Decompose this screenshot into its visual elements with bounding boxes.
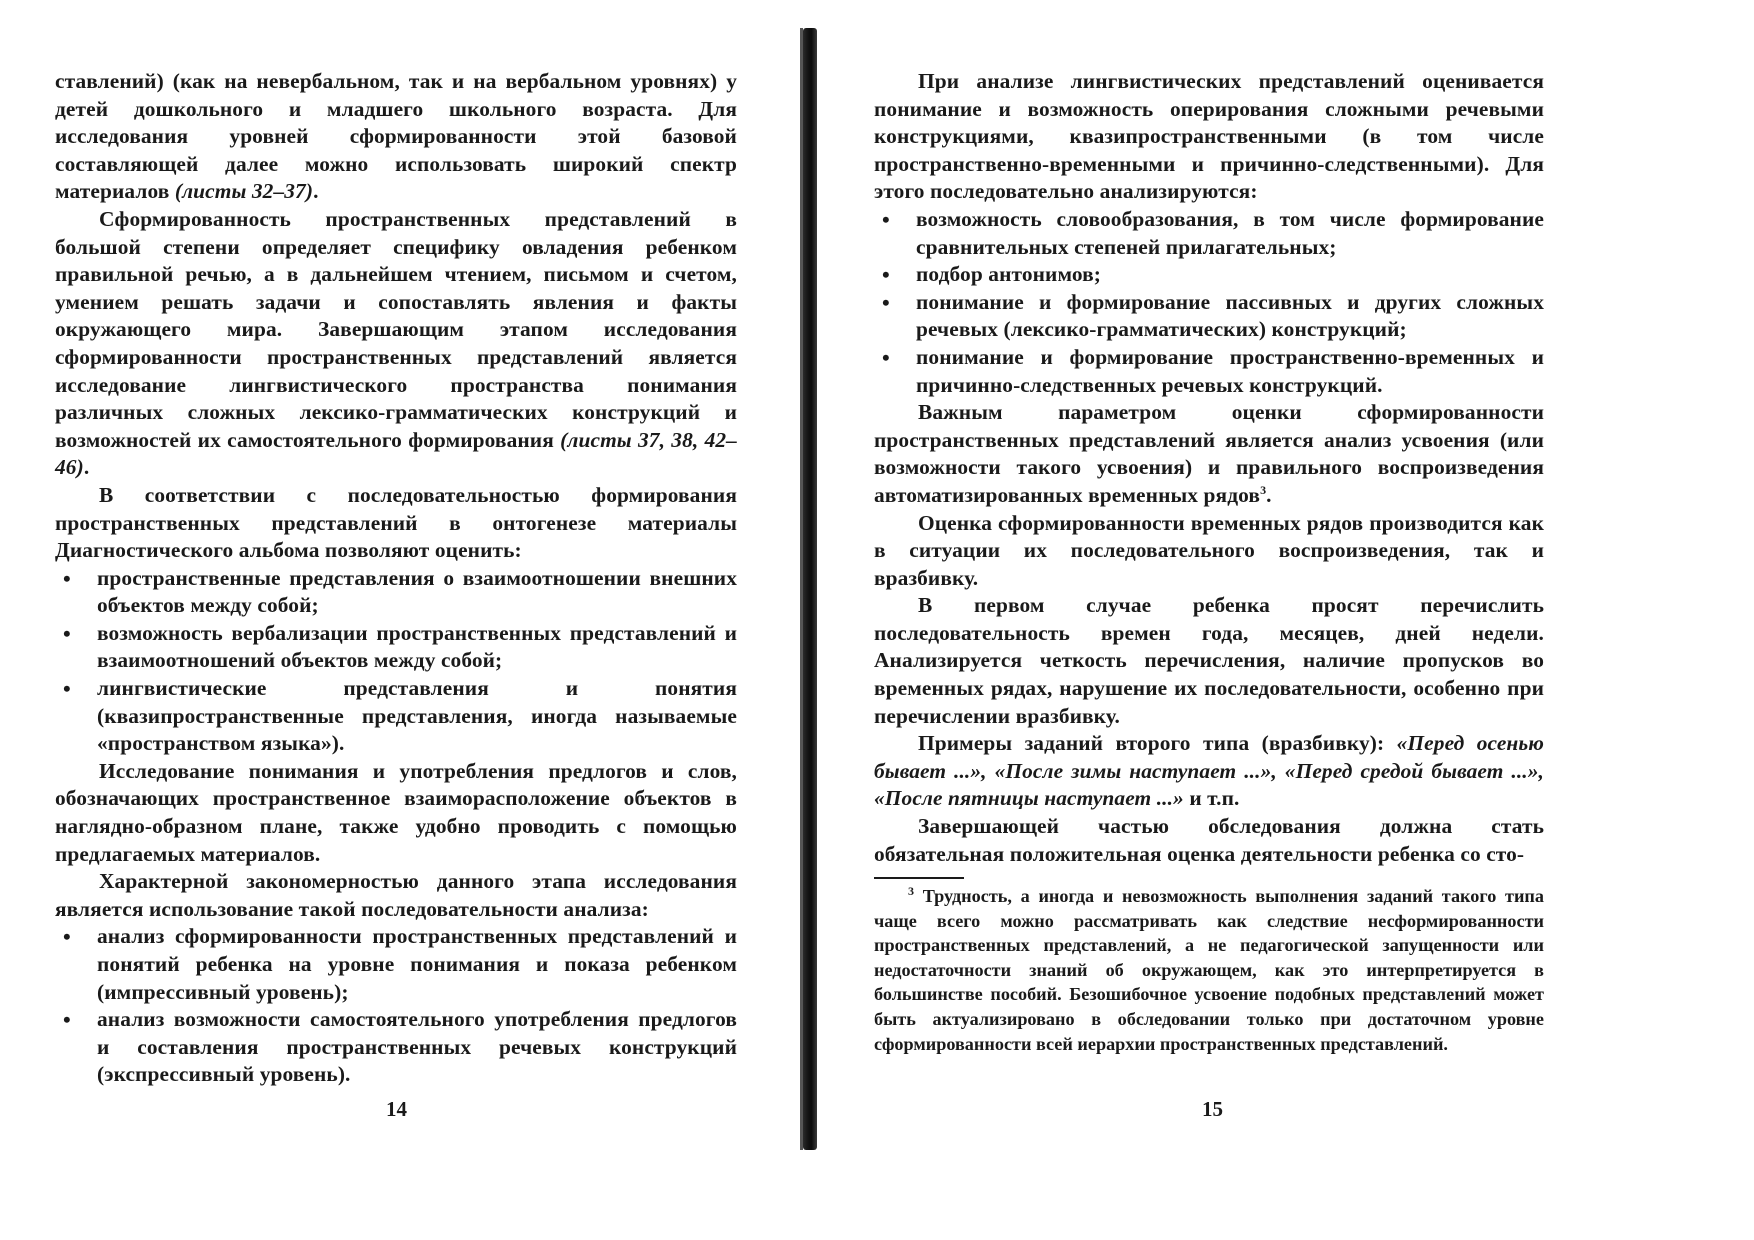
left-page xyxy=(55,68,737,1089)
left-bullet-list-1 xyxy=(55,565,737,758)
left-para-1-text: ставлений) (как на невербальном, так и на вербальном уровнях) у детей дошкольного и младшего школьного возраста. Для исследования уровней сформированности этой базовой составляющей далее можно использовать широкий спектр материалов xyxy=(55,69,737,204)
list-item: • возможность вербализации пространственных представлений и взаимоотношений объектов между собой; xyxy=(55,620,737,675)
footnote-mark: 3 xyxy=(908,883,914,898)
right-para-4: В первом случае ребенка просят перечислить последовательность времен года, месяцев, дней недели. Анализируется четкость перечисления, наличие пропусков во временных рядах, нарушение их последовательности, особенно при перечислении вразбивку. xyxy=(874,593,1544,728)
left-para-2-text: Сформированность пространственных представлений в большой степени определяет специфику овладения ребенком правильной речью, а в дальнейшем чтением, письмом и счетом, умением решать задачи и сопоставлять явления и факты окружающего мира. Завершающим этапом исследования сформированности пространственных представлений является исследование лингвистического пространства понимания различных сложных лексико-грамматических конструкций и возможностей их самостоятельного формирования xyxy=(55,206,737,452)
right-para-2-end: . xyxy=(1266,482,1272,507)
book-spine xyxy=(803,28,817,1150)
footnote-divider xyxy=(874,877,964,879)
footnote xyxy=(874,884,1544,1056)
left-para-3: В соответствии с последовательностью формирования пространственных представлений в онтогенезе материалы Диагностического альбома позволяют оценить: xyxy=(55,482,737,563)
right-bullet-list-1 xyxy=(874,206,1544,399)
right-para-3: Оценка сформированности временных рядов производится как в ситуации их последовательного воспроизведения, так и вразбивку. xyxy=(874,510,1544,590)
list-item: • подбор антонимов; xyxy=(874,261,1544,289)
left-para-2-ref: (листы 37, 38, 42–46) xyxy=(55,427,737,480)
right-page-number: 15 xyxy=(1202,1097,1223,1121)
right-para-5 xyxy=(874,730,1544,813)
left-para-1-end: . xyxy=(313,179,319,204)
left-para-5: Характерной закономерностью данного этапа исследования является использование такой последовательности анализа: xyxy=(55,869,737,921)
list-item: • понимание и формирование пространственно-временных и причинно-следственных речевых конструкций. xyxy=(874,344,1544,399)
footnote-ref: 3 xyxy=(1260,482,1267,497)
right-para-2-text: Важным параметром оценки сформированности пространственных представлений является анализ усвоения (или возможности такого усвоения) и правильного воспроизведения автоматизированных временных рядов xyxy=(874,400,1544,507)
list-item: • понимание и формирование пассивных и других сложных речевых (лексико-грамматических) конструкций; xyxy=(874,289,1544,344)
right-para-1: При анализе лингвистических представлений оценивается понимание и возможность оперирования сложными речевыми конструкциями, квазипространственными (в том числе пространственно-временными и причинно-следственными). Для этого последовательно анализируются: xyxy=(874,69,1544,204)
list-item: • возможность словообразования, в том числе формирование сравнительных степеней прилагательных; xyxy=(874,206,1544,261)
left-para-1 xyxy=(55,68,737,206)
left-para-2-end: . xyxy=(83,455,90,480)
left-para-1-ref: (листы 32–37) xyxy=(174,179,314,204)
footnote-text: Трудность, а иногда и невозможность выполнения заданий такого типа чаще всего можно рассматривать как следствие несформированности пространственных представлений, а не педагогической запущенности или недостаточности знаний об окружающем, как это интерпретируется в большинстве пособий. Безошибочное усвоение подобных представлений может быть актуализировано в обследовании только при достаточном уровне сформированности всей иерархии пространственных представлений. xyxy=(874,886,1544,1054)
left-bullet-list-2 xyxy=(55,923,737,1089)
right-para-6: Завершающей частью обследования должна стать обязательная положительная оценка деятельности ребенка со сто- xyxy=(874,814,1544,866)
left-para-2 xyxy=(55,206,737,482)
right-para-5-examples: «Перед осенью бывает ...», «После зимы наступает ...», «Перед средой бывает ...», «После пятницы наступает ...» xyxy=(874,731,1544,811)
list-item: • анализ возможности самостоятельного употребления предлогов и составления пространственных речевых конструкций (экспрессивный уровень). xyxy=(55,1006,737,1089)
left-para-4: Исследование понимания и употребления предлогов и слов, обозначающих пространственное взаиморасположение объектов в наглядно-образном плане, также удобно проводить с помощью предлагаемых материалов. xyxy=(55,758,737,866)
right-para-5-text: Примеры заданий второго типа (вразбивку): xyxy=(918,731,1385,756)
list-item: • анализ сформированности пространственных представлений и понятий ребенка на уровне понимания и показа ребенком (импрессивный уровень); xyxy=(55,923,737,1006)
left-page-number: 14 xyxy=(386,1097,407,1121)
right-para-2 xyxy=(874,399,1544,509)
list-item: • пространственные представления о взаимоотношении внешних объектов между собой; xyxy=(55,565,737,620)
list-item: • лингвистические представления и понятия (квазипространственные представления, иногда называемые «пространством языка»). xyxy=(55,675,737,758)
right-page xyxy=(874,68,1544,868)
right-para-5-end: и т.п. xyxy=(1189,786,1240,811)
